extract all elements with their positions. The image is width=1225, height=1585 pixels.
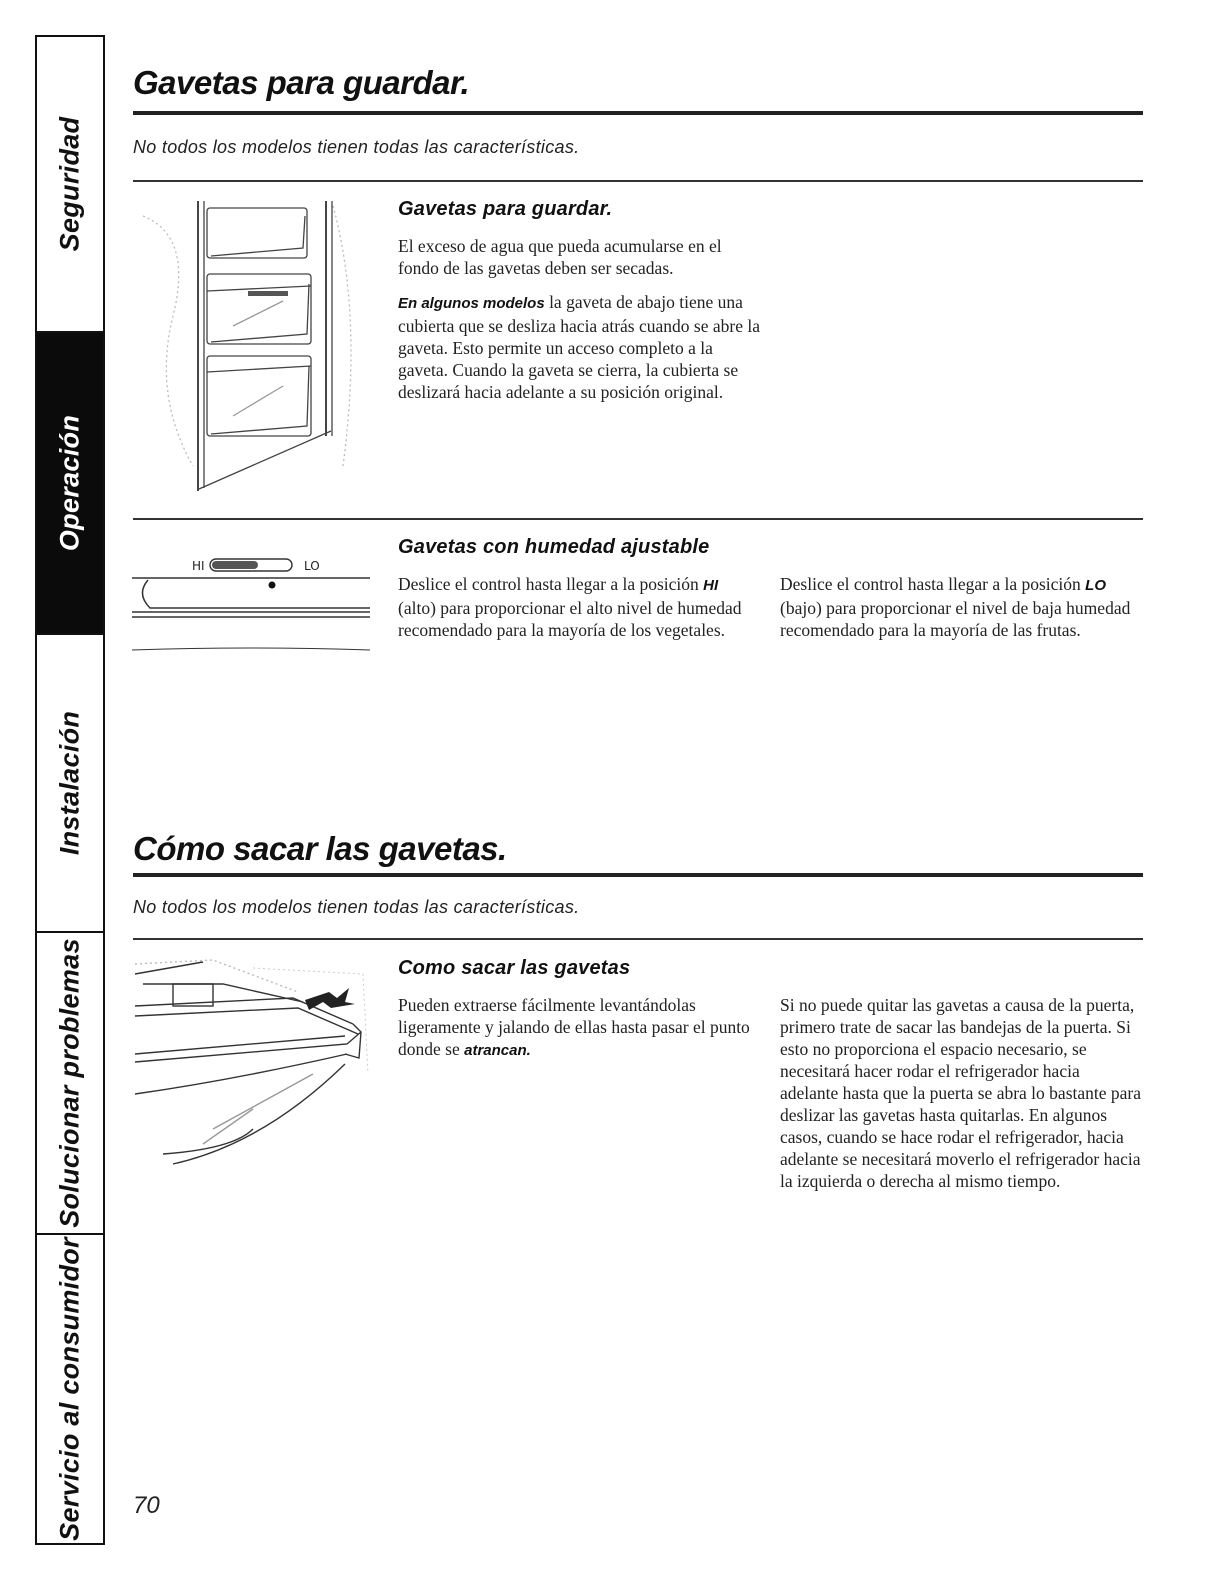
humidity-hi-text-post: (alto) para proporcionar el alto nivel de humedad recomendado para la mayoría de los vegetales. [398,598,742,640]
humidity-lo-text-pre: Deslice el control hasta llegar a la posición [780,574,1086,594]
models-note: No todos los modelos tienen todas las características. [133,897,580,917]
tab-label-operacion: Operación [54,414,85,552]
humidity-hi-paragraph [398,573,758,641]
storage-drawers-illustration [133,196,373,496]
tab-solucionar-problemas[interactable] [37,933,103,1235]
humidity-lo-key: LO [1085,577,1107,594]
humidity-lo-text-post: (bajo) para proporcionar el nivel de baja humedad recomendado para la mayoría de las frutas. [780,598,1131,640]
section-divider [133,111,1143,115]
humidity-hi-text-pre: Deslice el control hasta llegar a la posición [398,574,704,594]
section-title-storage: Gavetas para guardar. [133,64,470,101]
humidity-control-illustration [130,550,375,660]
removal-right-paragraph: Si no puede quitar las gavetas a causa de la puerta, primero trate de sacar las bandejas de la puerta. Si esto no proporciona el espacio necesario, se necesitará hacer rodar el refrigerador hacia adelante hasta que la puerta se abra lo bastante para deslizar las gavetas hasta quitarlas. En algunos casos, cuando se hace rodar el refrigerador, hacia adelante se necesitará moverlo el refrigerador hacia la izquierda o derecha al mismo tiempo. [780,995,1141,1191]
tab-servicio-al-consumidor[interactable] [37,1235,103,1543]
section-divider [133,873,1143,877]
tab-label-servicio-al-consumidor: Servicio al consumidor [54,1237,85,1541]
tab-label-solucionar-problemas: Solucionar problemas [54,938,85,1228]
removal-heading: Como sacar las gavetas [398,957,631,979]
storage-paragraph-2-text: la gaveta de abajo tiene una cubierta que se desliza hacia atrás cuando se abre la gaveta. Esto permite un acceso completo a la gaveta. Cuando la gaveta se cierra, la cubierta se deslizará hacia adelante a su posición original. [398,292,760,402]
storage-heading: Gavetas para guardar. [398,198,613,220]
subsection-divider [133,518,1143,520]
storage-emphasis: En algunos modelos [398,295,545,312]
subsection-divider [133,180,1143,182]
removal-emphasis: atrancan. [464,1042,531,1059]
tab-label-instalacion: Instalación [54,710,85,856]
humidity-heading: Gavetas con humedad ajustable [398,536,710,558]
side-tab-column [35,35,105,1545]
humidity-lo-label: LO [304,559,320,573]
page-number: 70 [133,1492,160,1519]
models-note: No todos los modelos tienen todas las características. [133,137,580,157]
section-title-removal: Cómo sacar las gavetas. [133,830,507,867]
humidity-hi-key: HI [703,577,719,594]
storage-paragraph-2 [398,291,763,403]
storage-paragraph-1: El exceso de agua que pueda acumularse en el fondo de las gavetas deben ser secadas. [398,236,722,278]
tab-operacion[interactable] [37,333,103,635]
subsection-divider [133,938,1143,940]
humidity-hi-label: HI [192,559,205,573]
tab-label-seguridad: Seguridad [54,116,85,252]
removal-left-paragraph [398,994,760,1062]
drawer-removal-illustration [133,954,373,1174]
humidity-lo-paragraph [780,573,1142,641]
removal-left-text: Pueden extraerse fácilmente levantándolas ligeramente y jalando de ellas hasta pasar el punto donde se [398,995,750,1059]
tab-instalacion[interactable] [37,635,103,933]
tab-seguridad[interactable] [37,37,103,333]
